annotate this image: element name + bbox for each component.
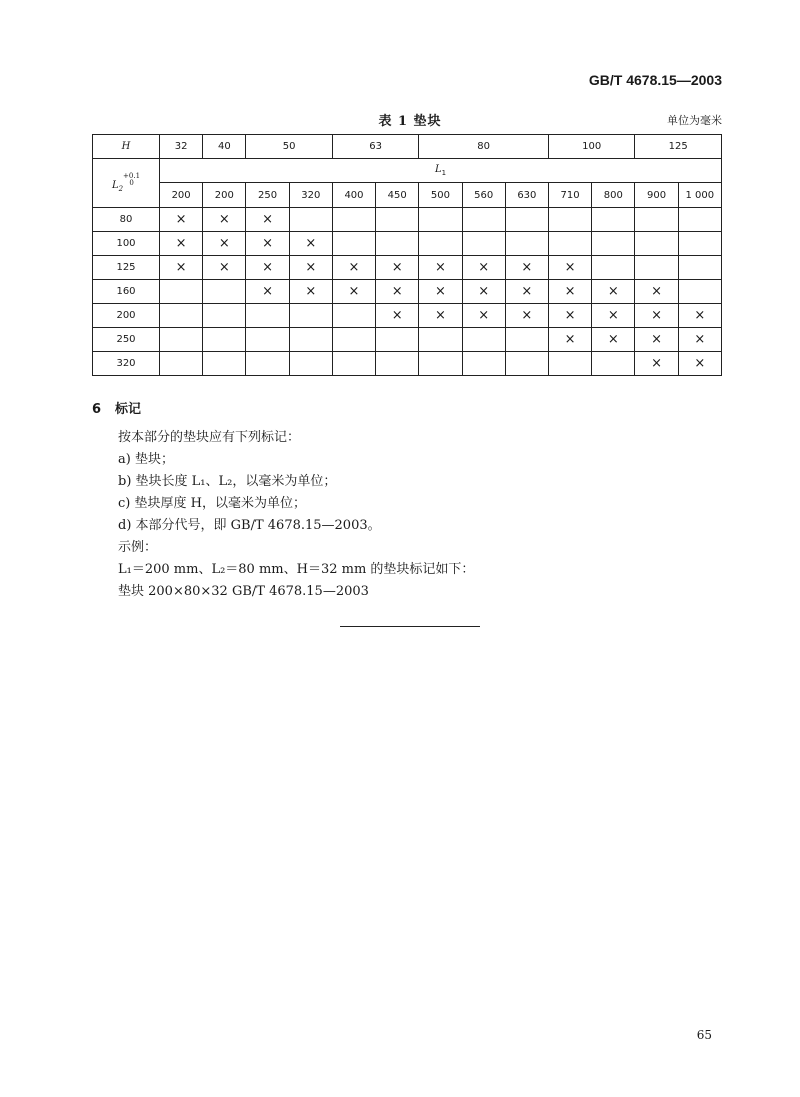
mark-cell (376, 280, 419, 304)
mark-cell (332, 280, 375, 304)
cross-mark: × (478, 308, 490, 323)
l2-value-cell: 160 (93, 280, 160, 304)
table-caption: 表 1 垫块 (378, 114, 442, 129)
mark-cell (376, 256, 419, 280)
mark-cell (289, 280, 332, 304)
mark-cell (635, 352, 678, 376)
cross-mark: × (607, 308, 619, 323)
table-row (93, 304, 722, 328)
mark-cell (592, 208, 635, 232)
mark-cell (376, 208, 419, 232)
l1-value-cell: 500 (419, 183, 462, 208)
mark-cell (678, 280, 721, 304)
h-value-cell: 80 (419, 135, 549, 159)
mark-cell (505, 232, 548, 256)
mark-cell (419, 280, 462, 304)
table-row (93, 328, 722, 352)
cross-mark: × (564, 284, 576, 299)
mark-cell (289, 232, 332, 256)
mark-cell (505, 256, 548, 280)
mark-cell (246, 232, 289, 256)
mark-cell (635, 232, 678, 256)
mark-cell (203, 328, 246, 352)
section-body (118, 427, 718, 603)
mark-cell (246, 208, 289, 232)
cross-mark: × (305, 236, 317, 251)
list-item-b: b) 垫块长度 L₁、L₂，以毫米为单位； (118, 474, 337, 489)
example-label: 示例： (118, 540, 158, 555)
section-intro: 按本部分的垫块应有下列标记： (118, 430, 301, 445)
h-value-cell: 63 (332, 135, 418, 159)
cross-mark: × (521, 260, 533, 275)
l1-label-cell (160, 159, 722, 183)
mark-cell (462, 280, 505, 304)
cross-mark: × (607, 332, 619, 347)
mark-cell (419, 328, 462, 352)
mark-cell (376, 304, 419, 328)
mark-cell (332, 352, 375, 376)
mark-cell (678, 328, 721, 352)
l1-subscript: 1 (441, 169, 447, 177)
cross-mark: × (564, 260, 576, 275)
mark-cell (505, 328, 548, 352)
end-rule (340, 626, 480, 627)
mark-cell (592, 304, 635, 328)
mark-cell (289, 328, 332, 352)
mark-cell (678, 352, 721, 376)
mark-cell (289, 256, 332, 280)
mark-cell (548, 328, 591, 352)
section-heading (92, 398, 155, 417)
table-row (93, 256, 722, 280)
mark-cell (419, 352, 462, 376)
h-value-cell: 100 (548, 135, 634, 159)
cross-mark: × (607, 284, 619, 299)
cross-mark: × (651, 308, 662, 323)
mark-cell (160, 208, 203, 232)
mark-cell (419, 256, 462, 280)
example-text: L₁＝200 mm、L₂＝80 mm、H＝32 mm 的垫块标记如下： (118, 562, 475, 577)
l1-value-cell: 250 (246, 183, 289, 208)
cross-mark: × (434, 284, 446, 299)
l2-symbol: L (111, 180, 119, 191)
mark-cell (678, 304, 721, 328)
mark-cell (548, 352, 591, 376)
mark-cell (203, 208, 246, 232)
mark-cell (203, 232, 246, 256)
cross-mark: × (391, 260, 403, 275)
l2-value-cell: 250 (93, 328, 160, 352)
l1-value-cell: 400 (332, 183, 375, 208)
mark-cell (462, 352, 505, 376)
l1-value-cell: 800 (592, 183, 635, 208)
mark-cell (505, 208, 548, 232)
mark-cell (203, 280, 246, 304)
mark-cell (548, 208, 591, 232)
cross-mark: × (218, 212, 230, 227)
cross-mark: × (651, 332, 662, 347)
cross-mark: × (651, 284, 662, 299)
mark-cell (246, 328, 289, 352)
l2-tolerance-lower: 0 (129, 179, 134, 187)
l2-value-cell: 80 (93, 208, 160, 232)
mark-cell (246, 280, 289, 304)
l1-values-row (93, 183, 722, 208)
mark-cell (635, 328, 678, 352)
h-value-cell: 125 (635, 135, 722, 159)
mark-cell (160, 280, 203, 304)
h-label-cell: H (93, 135, 160, 159)
mark-cell (462, 208, 505, 232)
cross-mark: × (478, 284, 490, 299)
cross-mark: × (218, 236, 230, 251)
mark-cell (203, 352, 246, 376)
mark-cell (635, 256, 678, 280)
table-row (93, 352, 722, 376)
mark-cell (289, 352, 332, 376)
cross-mark: × (175, 260, 187, 275)
mark-cell (160, 232, 203, 256)
example-marking: 垫块 200×80×32 GB/T 4678.15—2003 (118, 584, 369, 599)
l1-value-cell: 1 000 (678, 183, 721, 208)
mark-cell (160, 328, 203, 352)
mark-cell (160, 304, 203, 328)
list-item-a: a) 垫块； (118, 452, 174, 467)
mark-cell (635, 280, 678, 304)
mark-cell (419, 232, 462, 256)
mark-cell (462, 328, 505, 352)
cross-mark: × (478, 260, 490, 275)
cross-mark: × (521, 284, 533, 299)
l1-value-cell: 630 (505, 183, 548, 208)
cross-mark: × (434, 308, 446, 323)
l1-header-row (93, 159, 722, 183)
h-header-row (93, 135, 722, 159)
h-value-cell: 50 (246, 135, 332, 159)
mark-cell (246, 352, 289, 376)
l1-value-cell: 900 (635, 183, 678, 208)
cross-mark: × (305, 260, 317, 275)
l2-tolerance-upper: +0.1 (123, 172, 141, 180)
mark-cell (592, 328, 635, 352)
l1-value-cell: 560 (462, 183, 505, 208)
l1-value-cell: 710 (548, 183, 591, 208)
mark-cell (505, 352, 548, 376)
mark-cell (332, 256, 375, 280)
cross-mark: × (651, 356, 662, 371)
cross-mark: × (391, 308, 403, 323)
cross-mark: × (694, 356, 706, 371)
cross-mark: × (262, 260, 273, 275)
mark-cell (332, 304, 375, 328)
mark-cell (419, 304, 462, 328)
l2-value-cell: 100 (93, 232, 160, 256)
mark-cell (592, 280, 635, 304)
mark-cell (548, 232, 591, 256)
unit-note: 单位为毫米 (667, 114, 722, 127)
mark-cell (678, 208, 721, 232)
standard-number: GB/T 4678.15—2003 (588, 72, 722, 88)
mark-cell (635, 208, 678, 232)
mark-cell (246, 256, 289, 280)
mark-cell (548, 304, 591, 328)
mark-cell (548, 280, 591, 304)
mark-cell (678, 232, 721, 256)
l2-subscript: 2 (118, 185, 124, 193)
list-item-c: c) 垫块厚度 H，以毫米为单位； (118, 496, 306, 511)
cross-mark: × (564, 332, 576, 347)
mark-cell (462, 256, 505, 280)
cross-mark: × (348, 284, 360, 299)
l2-value-cell: 200 (93, 304, 160, 328)
mark-cell (332, 328, 375, 352)
l1-value-cell: 450 (376, 183, 419, 208)
mark-cell (246, 304, 289, 328)
pad-specification-table (92, 134, 722, 376)
mark-cell (160, 256, 203, 280)
cross-mark: × (348, 260, 360, 275)
mark-cell (203, 256, 246, 280)
mark-cell (289, 208, 332, 232)
cross-mark: × (218, 260, 230, 275)
cross-mark: × (175, 212, 187, 227)
section-number: 6 (92, 402, 102, 417)
table-row (93, 280, 722, 304)
mark-cell (332, 208, 375, 232)
mark-cell (505, 280, 548, 304)
mark-cell (332, 232, 375, 256)
l1-value-cell: 320 (289, 183, 332, 208)
cross-mark: × (521, 308, 533, 323)
l1-value-cell: 200 (203, 183, 246, 208)
cross-mark: × (262, 236, 273, 251)
l2-tolerance (123, 173, 140, 187)
table-row (93, 208, 722, 232)
l1-symbol: L (434, 164, 442, 175)
mark-cell (160, 352, 203, 376)
mark-cell (462, 232, 505, 256)
mark-cell (289, 304, 332, 328)
cross-mark: × (262, 284, 273, 299)
cross-mark: × (694, 308, 706, 323)
mark-cell (592, 352, 635, 376)
mark-cell (376, 232, 419, 256)
cross-mark: × (305, 284, 317, 299)
mark-cell (376, 352, 419, 376)
h-value-cell: 40 (203, 135, 246, 159)
mark-cell (505, 304, 548, 328)
cross-mark: × (694, 332, 706, 347)
cross-mark: × (391, 284, 403, 299)
section-title: 标记 (115, 402, 142, 417)
l2-label-cell (93, 159, 160, 208)
mark-cell (635, 304, 678, 328)
l2-label (111, 172, 141, 193)
list-item-d: d) 本部分代号，即 GB/T 4678.15—2003。 (118, 518, 381, 533)
h-value-cell: 32 (160, 135, 203, 159)
mark-cell (592, 256, 635, 280)
mark-cell (548, 256, 591, 280)
page-number: 65 (696, 1028, 712, 1042)
cross-mark: × (434, 260, 446, 275)
mark-cell (419, 208, 462, 232)
l1-value-cell: 200 (160, 183, 203, 208)
table-row (93, 232, 722, 256)
mark-cell (203, 304, 246, 328)
l2-value-cell: 125 (93, 256, 160, 280)
l2-value-cell: 320 (93, 352, 160, 376)
cross-mark: × (175, 236, 187, 251)
mark-cell (678, 256, 721, 280)
mark-cell (376, 328, 419, 352)
mark-cell (592, 232, 635, 256)
cross-mark: × (564, 308, 576, 323)
cross-mark: × (262, 212, 273, 227)
mark-cell (462, 304, 505, 328)
